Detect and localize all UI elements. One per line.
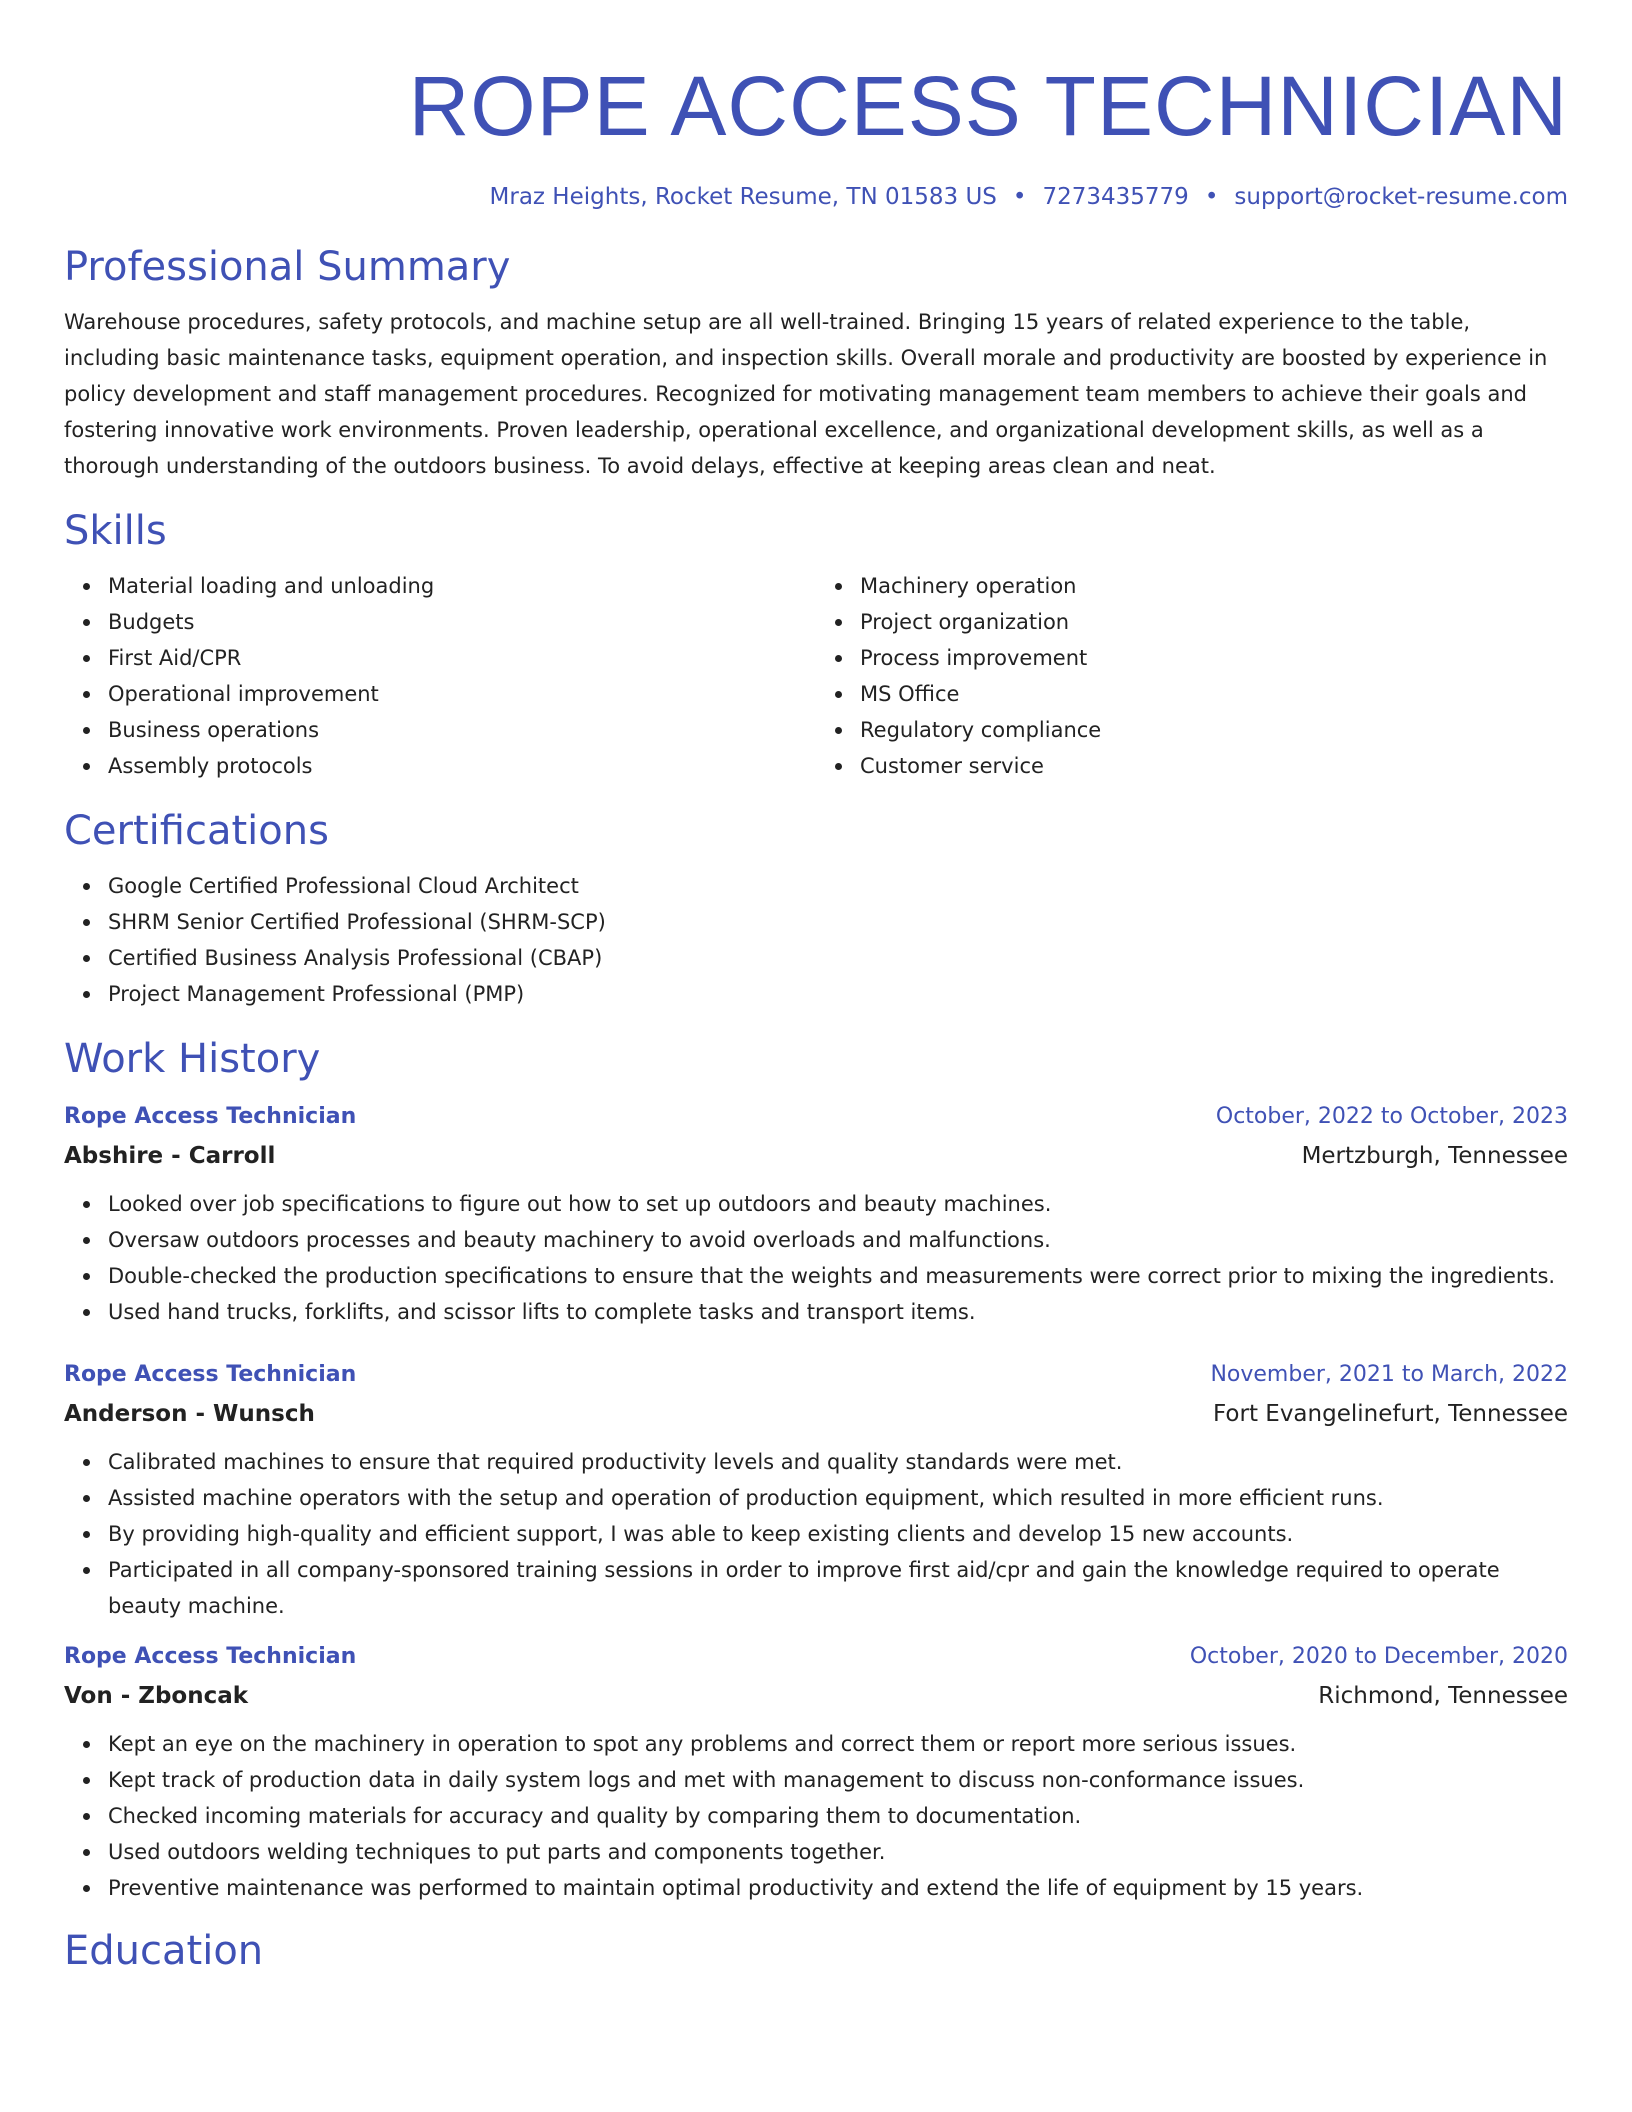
- skill-item: Assembly protocols: [108, 748, 816, 784]
- job-company: Abshire - Carroll: [64, 1143, 276, 1169]
- job-bullet: Kept track of production data in daily system logs and met with management to discuss non-conformance issues.: [108, 1762, 1568, 1798]
- skills-column-right: [816, 568, 1568, 784]
- job-bullet: Preventive maintenance was performed to maintain optimal productivity and extend the life of equipment by 15 years.: [108, 1870, 1568, 1906]
- job-company: Anderson - Wunsch: [64, 1401, 315, 1427]
- skill-item: Project organization: [860, 604, 1568, 640]
- skill-item: Material loading and unloading: [108, 568, 816, 604]
- job-bullet: Used outdoors welding techniques to put parts and components together.: [108, 1834, 1568, 1870]
- job-title: Rope Access Technician: [64, 1104, 357, 1129]
- section-title-skills: Skills: [64, 508, 167, 554]
- job-location: Mertzburgh, Tennessee: [1301, 1143, 1568, 1169]
- contact-address: Mraz Heights, Rocket Resume, TN 01583 US: [489, 184, 997, 210]
- job-company: Von - Zboncak: [64, 1683, 249, 1709]
- job-bullet: Looked over job specifications to figure out how to set up outdoors and beauty machines.: [108, 1186, 1568, 1222]
- skill-item: Budgets: [108, 604, 816, 640]
- section-title-work-history: Work History: [64, 1036, 321, 1082]
- job-header: [64, 1356, 1568, 1394]
- skills-column-left: [64, 568, 816, 784]
- summary-text: Warehouse procedures, safety protocols, and machine setup are all well-trained. Bringing 15 years of related experience to the table, including basic maintenance tasks, equipment operation, and inspection skills. Overall morale and productivity are boosted by experience in policy development and staff management procedures. Recognized for motivating management team members to achieve their goals and fostering innovative work environments. Proven leadership, operational excellence, and organizational development skills, as well as a thorough understanding of the outdoors business. To avoid delays, effective at keeping areas clean and neat.: [64, 310, 1548, 478]
- job-dates: October, 2020 to December, 2020: [1189, 1644, 1568, 1669]
- skill-item: Customer service: [860, 748, 1568, 784]
- job-entry: [64, 1356, 1568, 1624]
- job-bullet: Oversaw outdoors processes and beauty machinery to avoid overloads and malfunctions.: [108, 1222, 1568, 1258]
- skills-list: [64, 568, 1568, 784]
- skill-item: Regulatory compliance: [860, 712, 1568, 748]
- resume-page: [64, 0, 1568, 1976]
- skill-item: MS Office: [860, 676, 1568, 712]
- job-location: Richmond, Tennessee: [1318, 1683, 1568, 1709]
- certification-item: Project Management Professional (PMP): [108, 976, 1568, 1012]
- job-bullets: [64, 1444, 1568, 1624]
- contact-separator: •: [1012, 184, 1027, 210]
- job-entry: [64, 1638, 1568, 1906]
- job-location: Fort Evangelinefurt, Tennessee: [1213, 1401, 1568, 1427]
- job-bullet: Double-checked the production specifications to ensure that the weights and measurements were correct prior to mixing the ingredients.: [108, 1258, 1568, 1294]
- job-entry: [64, 1098, 1568, 1330]
- job-bullet: Participated in all company-sponsored training sessions in order to improve first aid/cpr and gain the knowledge required to operate beauty machine.: [108, 1552, 1568, 1624]
- job-header: [64, 1638, 1568, 1676]
- certifications-list: [64, 868, 1568, 1012]
- certification-item: Google Certified Professional Cloud Architect: [108, 868, 1568, 904]
- contact-email: support@rocket-resume.com: [1234, 184, 1568, 210]
- job-subheader: [64, 1394, 1568, 1434]
- job-bullets: [64, 1726, 1568, 1906]
- contact-separator: •: [1204, 184, 1219, 210]
- job-bullet: Used hand trucks, forklifts, and scissor lifts to complete tasks and transport items.: [108, 1294, 1568, 1330]
- job-dates: November, 2021 to March, 2022: [1210, 1362, 1568, 1387]
- job-bullet: Kept an eye on the machinery in operation to spot any problems and correct them or report more serious issues.: [108, 1726, 1568, 1762]
- skill-item: Operational improvement: [108, 676, 816, 712]
- certification-item: SHRM Senior Certified Professional (SHRM-SCP): [108, 904, 1568, 940]
- contact-phone: 7273435779: [1042, 184, 1189, 210]
- skill-item: First Aid/CPR: [108, 640, 816, 676]
- job-dates: October, 2022 to October, 2023: [1215, 1104, 1568, 1129]
- contact-line: [64, 182, 1568, 212]
- skill-item: Machinery operation: [860, 568, 1568, 604]
- certification-item: Certified Business Analysis Professional (CBAP): [108, 940, 1568, 976]
- job-subheader: [64, 1136, 1568, 1176]
- job-bullet: Calibrated machines to ensure that required productivity levels and quality standards were met.: [108, 1444, 1568, 1480]
- job-bullet: By providing high-quality and efficient support, I was able to keep existing clients and develop 15 new accounts.: [108, 1516, 1568, 1552]
- skill-item: Business operations: [108, 712, 816, 748]
- job-title: Rope Access Technician: [64, 1644, 357, 1669]
- job-bullets: [64, 1186, 1568, 1330]
- job-bullet: Checked incoming materials for accuracy and quality by comparing them to documentation.: [108, 1798, 1568, 1834]
- job-bullet: Assisted machine operators with the setup and operation of production equipment, which resulted in more efficient runs.: [108, 1480, 1568, 1516]
- section-title-education: Education: [64, 1928, 264, 1974]
- job-title: Rope Access Technician: [64, 1362, 357, 1387]
- section-title-summary: Professional Summary: [64, 244, 511, 290]
- job-header: [64, 1098, 1568, 1136]
- resume-name: ROPE ACCESS TECHNICIAN: [408, 59, 1568, 153]
- skill-item: Process improvement: [860, 640, 1568, 676]
- section-title-certifications: Certifications: [64, 808, 329, 854]
- job-subheader: [64, 1676, 1568, 1716]
